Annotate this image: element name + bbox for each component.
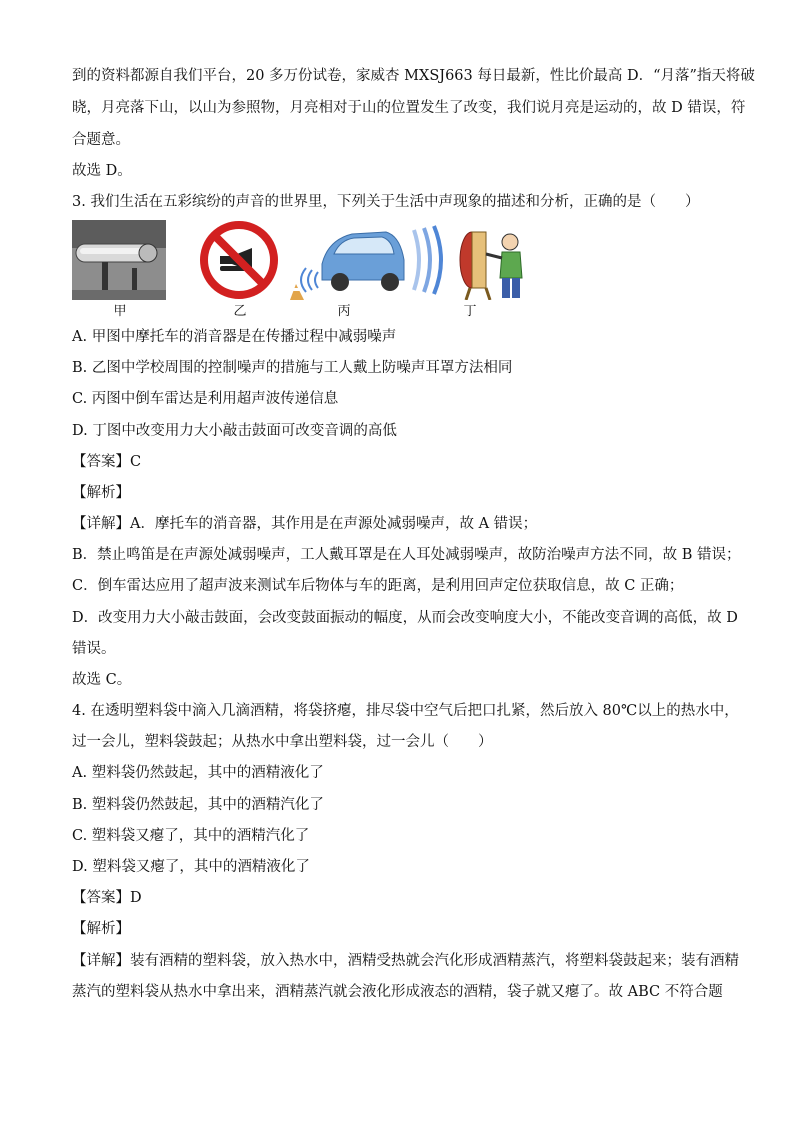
- option-a: A. 甲图中摩托车的消音器是在传播过程中减弱噪声: [72, 329, 397, 345]
- motorcycle-muffler-image: [72, 220, 166, 300]
- text-line: 到的资料都源自我们平台，20 多万份试卷，家威杏 MXSJ663 每日最新，性比价最高 D．“月落”指天将破: [72, 68, 755, 84]
- text-line: 故选 D。: [72, 163, 132, 179]
- figure-caption-jia: 甲: [113, 304, 127, 319]
- explanation-line: B．禁止鸣笛是在声源处减弱噪声，工人戴耳罩是在人耳处减弱噪声，故防治噪声方法不同，故 B 错误；: [72, 547, 741, 563]
- option-b: B. 乙图中学校周围的控制噪声的措施与工人戴上防噪声耳罩方法相同: [72, 360, 513, 376]
- option-d: D. 塑料袋又瘪了，其中的酒精液化了: [72, 859, 310, 875]
- car-reversing-radar-image: [282, 220, 408, 300]
- drum-striking-image: [410, 220, 534, 300]
- option-c: C. 丙图中倒车雷达是利用超声波传递信息: [72, 391, 339, 407]
- figure-caption-ding: 丁: [463, 304, 477, 319]
- option-b: B. 塑料袋仍然鼓起，其中的酒精汽化了: [72, 797, 324, 813]
- option-a: A. 塑料袋仍然鼓起，其中的酒精液化了: [72, 765, 324, 781]
- no-honking-sign-icon: [198, 220, 280, 300]
- text-line: 故选 C。: [72, 672, 132, 688]
- option-d: D. 丁图中改变用力大小敲击鼓面可改变音调的高低: [72, 423, 397, 439]
- option-c: C. 塑料袋又瘪了，其中的酒精汽化了: [72, 828, 310, 844]
- question-4-stem: 过一会儿，塑料袋鼓起；从热水中拿出塑料袋，过一会儿（ ）: [72, 734, 493, 750]
- explanation-line: 【详解】装有酒精的塑料袋，放入热水中，酒精受热就会汽化形成酒精蒸汽，将塑料袋鼓起来；装有酒精: [72, 953, 739, 969]
- question-4-stem: 4. 在透明塑料袋中滴入几滴酒精，将袋挤瘪，排尽袋中空气后把口扎紧，然后放入 80℃以上的热水中，: [72, 703, 739, 719]
- question-3-figures: [72, 220, 532, 320]
- figure-caption-yi: 乙: [233, 304, 247, 319]
- answer-label: 【答案】C: [72, 454, 142, 470]
- explanation-line: 错误。: [72, 641, 116, 657]
- explanation-line: 蒸汽的塑料袋从热水中拿出来，酒精蒸汽就会液化形成液态的酒精，袋子就又瘪了。故 ABC 不符合题: [72, 984, 723, 1000]
- text-line: 合题意。: [72, 132, 130, 148]
- explanation-line: C．倒车雷达应用了超声波来测试车后物体与车的距离，是利用回声定位获取信息，故 C 正确；: [72, 578, 684, 594]
- analysis-label: 【解析】: [72, 921, 130, 937]
- question-3-stem: 3. 我们生活在五彩缤纷的声音的世界里，下列关于生活中声现象的描述和分析，正确的是（ ）: [72, 194, 700, 210]
- analysis-label: 【解析】: [72, 485, 130, 501]
- explanation-line: D．改变用力大小敲击鼓面，会改变鼓面振动的幅度，从而会改变响度大小，不能改变音调的高低，故 D: [72, 610, 738, 626]
- explanation-line: 【详解】A．摩托车的消音器，其作用是在声源处减弱噪声，故 A 错误；: [72, 516, 538, 532]
- figure-caption-bing: 丙: [337, 304, 351, 319]
- answer-label: 【答案】D: [72, 890, 142, 906]
- text-line: 晓，月亮落下山，以山为参照物，月亮相对于山的位置发生了改变，我们说月亮是运动的，故 D 错误，符: [72, 100, 746, 116]
